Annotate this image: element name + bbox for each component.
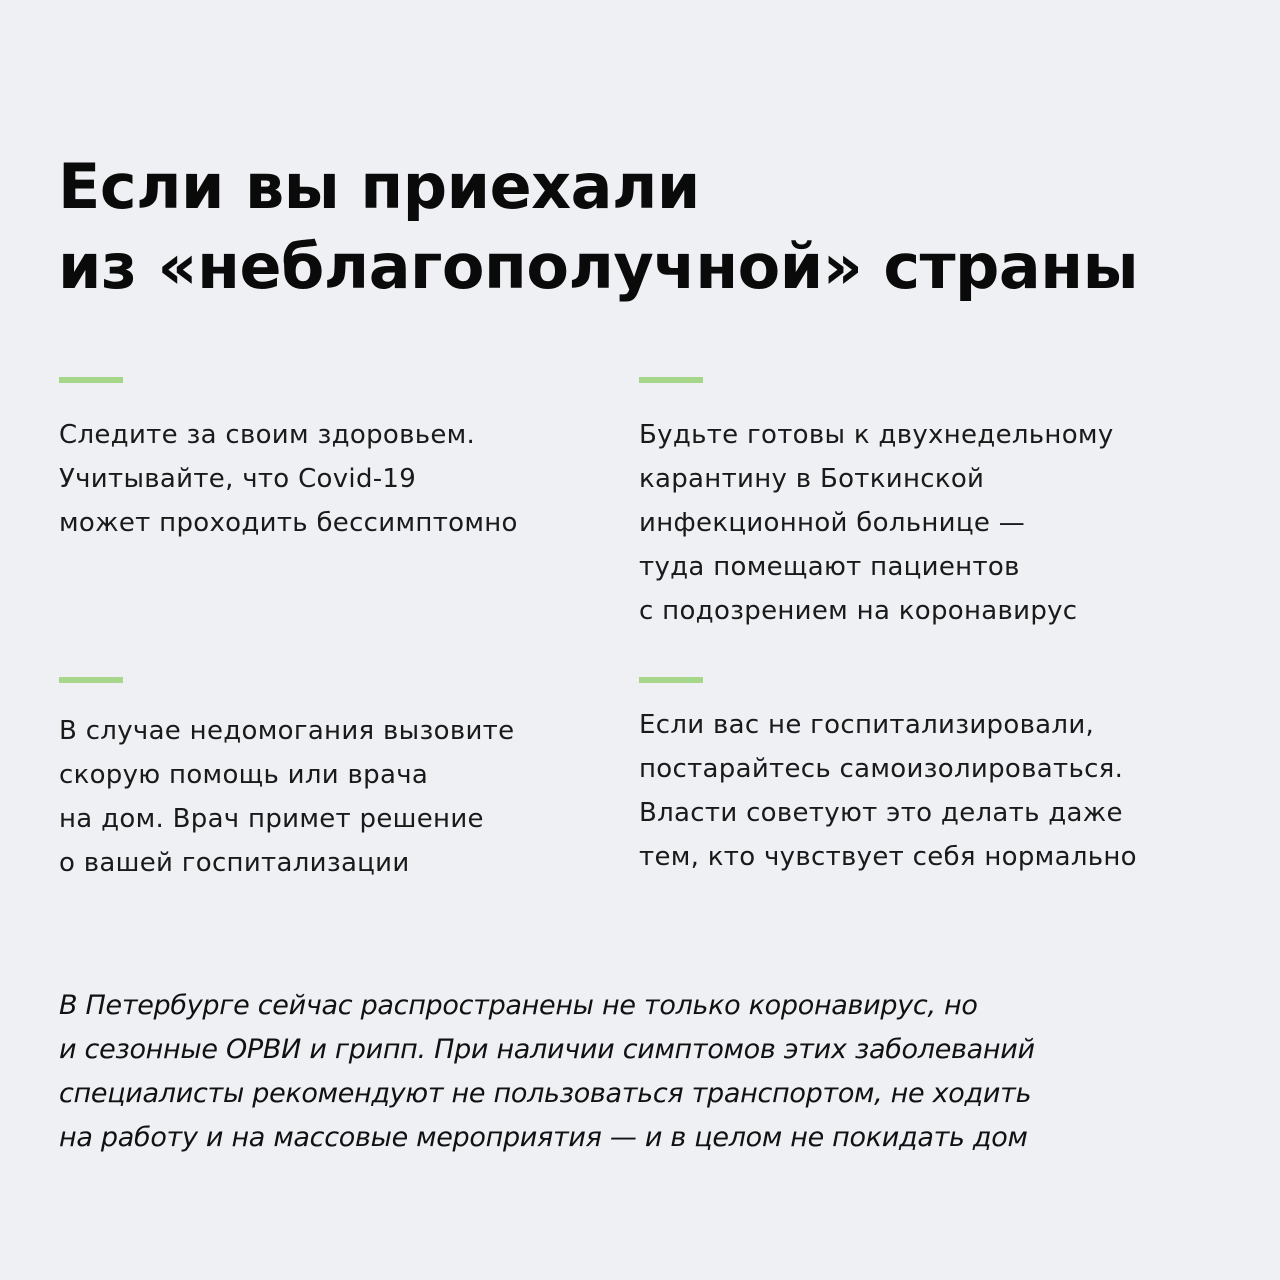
footnote-line: и сезонные ОРВИ и грипп. При наличии симптомов этих заболеваний — [59, 1034, 1035, 1065]
advice-text-line: туда помещают пациентов — [639, 552, 1020, 582]
advice-text-line: инфекционной больнице — — [639, 508, 1026, 538]
footnote-line: специалисты рекомендуют не пользоваться транспортом, не ходить — [59, 1078, 1032, 1109]
advice-text-line: Учитывайте, что Covid-19 — [59, 464, 417, 494]
advice-card-health — [59, 377, 619, 545]
page-title-line: Если вы приехали — [58, 150, 700, 223]
accent-bar — [639, 677, 703, 683]
page-title-line: из «неблагополучной» страны — [58, 230, 1139, 303]
advice-text-line: Будьте готовы к двухнедельному — [639, 420, 1114, 450]
advice-text-line: скорую помощь или врача — [59, 760, 429, 790]
advice-text-line: Власти советуют это делать даже — [639, 798, 1123, 828]
advice-text-line: Следите за своим здоровьем. — [59, 420, 476, 450]
advice-text — [59, 709, 619, 885]
advice-text — [639, 413, 1199, 633]
advice-text-line: В случае недомогания вызовите — [59, 716, 515, 746]
advice-text-line: постарайтесь самоизолироваться. — [639, 754, 1124, 784]
footnote-line: В Петербурге сейчас распространены не только коронавирус, но — [59, 990, 978, 1021]
advice-text-line: на дом. Врач примет решение — [59, 804, 484, 834]
accent-bar — [639, 377, 703, 383]
accent-bar — [59, 377, 123, 383]
advice-card-self-isolation — [639, 677, 1199, 879]
advice-text-line: может проходить бессимптомно — [59, 508, 518, 538]
footnote-line: на работу и на массовые мероприятия — и в целом не покидать дом — [59, 1122, 1028, 1153]
advice-text-line: карантину в Боткинской — [639, 464, 985, 494]
accent-bar — [59, 677, 123, 683]
advice-card-quarantine — [639, 377, 1199, 633]
advice-text-line: Если вас не госпитализировали, — [639, 710, 1095, 740]
page-title — [58, 147, 1138, 307]
footnote — [59, 984, 1229, 1160]
advice-card-doctor — [59, 677, 619, 885]
advice-text — [59, 413, 619, 545]
advice-text-line: о вашей госпитализации — [59, 848, 410, 878]
advice-text-line: с подозрением на коронавирус — [639, 596, 1078, 626]
advice-text — [639, 703, 1199, 879]
advice-text-line: тем, кто чувствует себя нормально — [639, 842, 1137, 872]
